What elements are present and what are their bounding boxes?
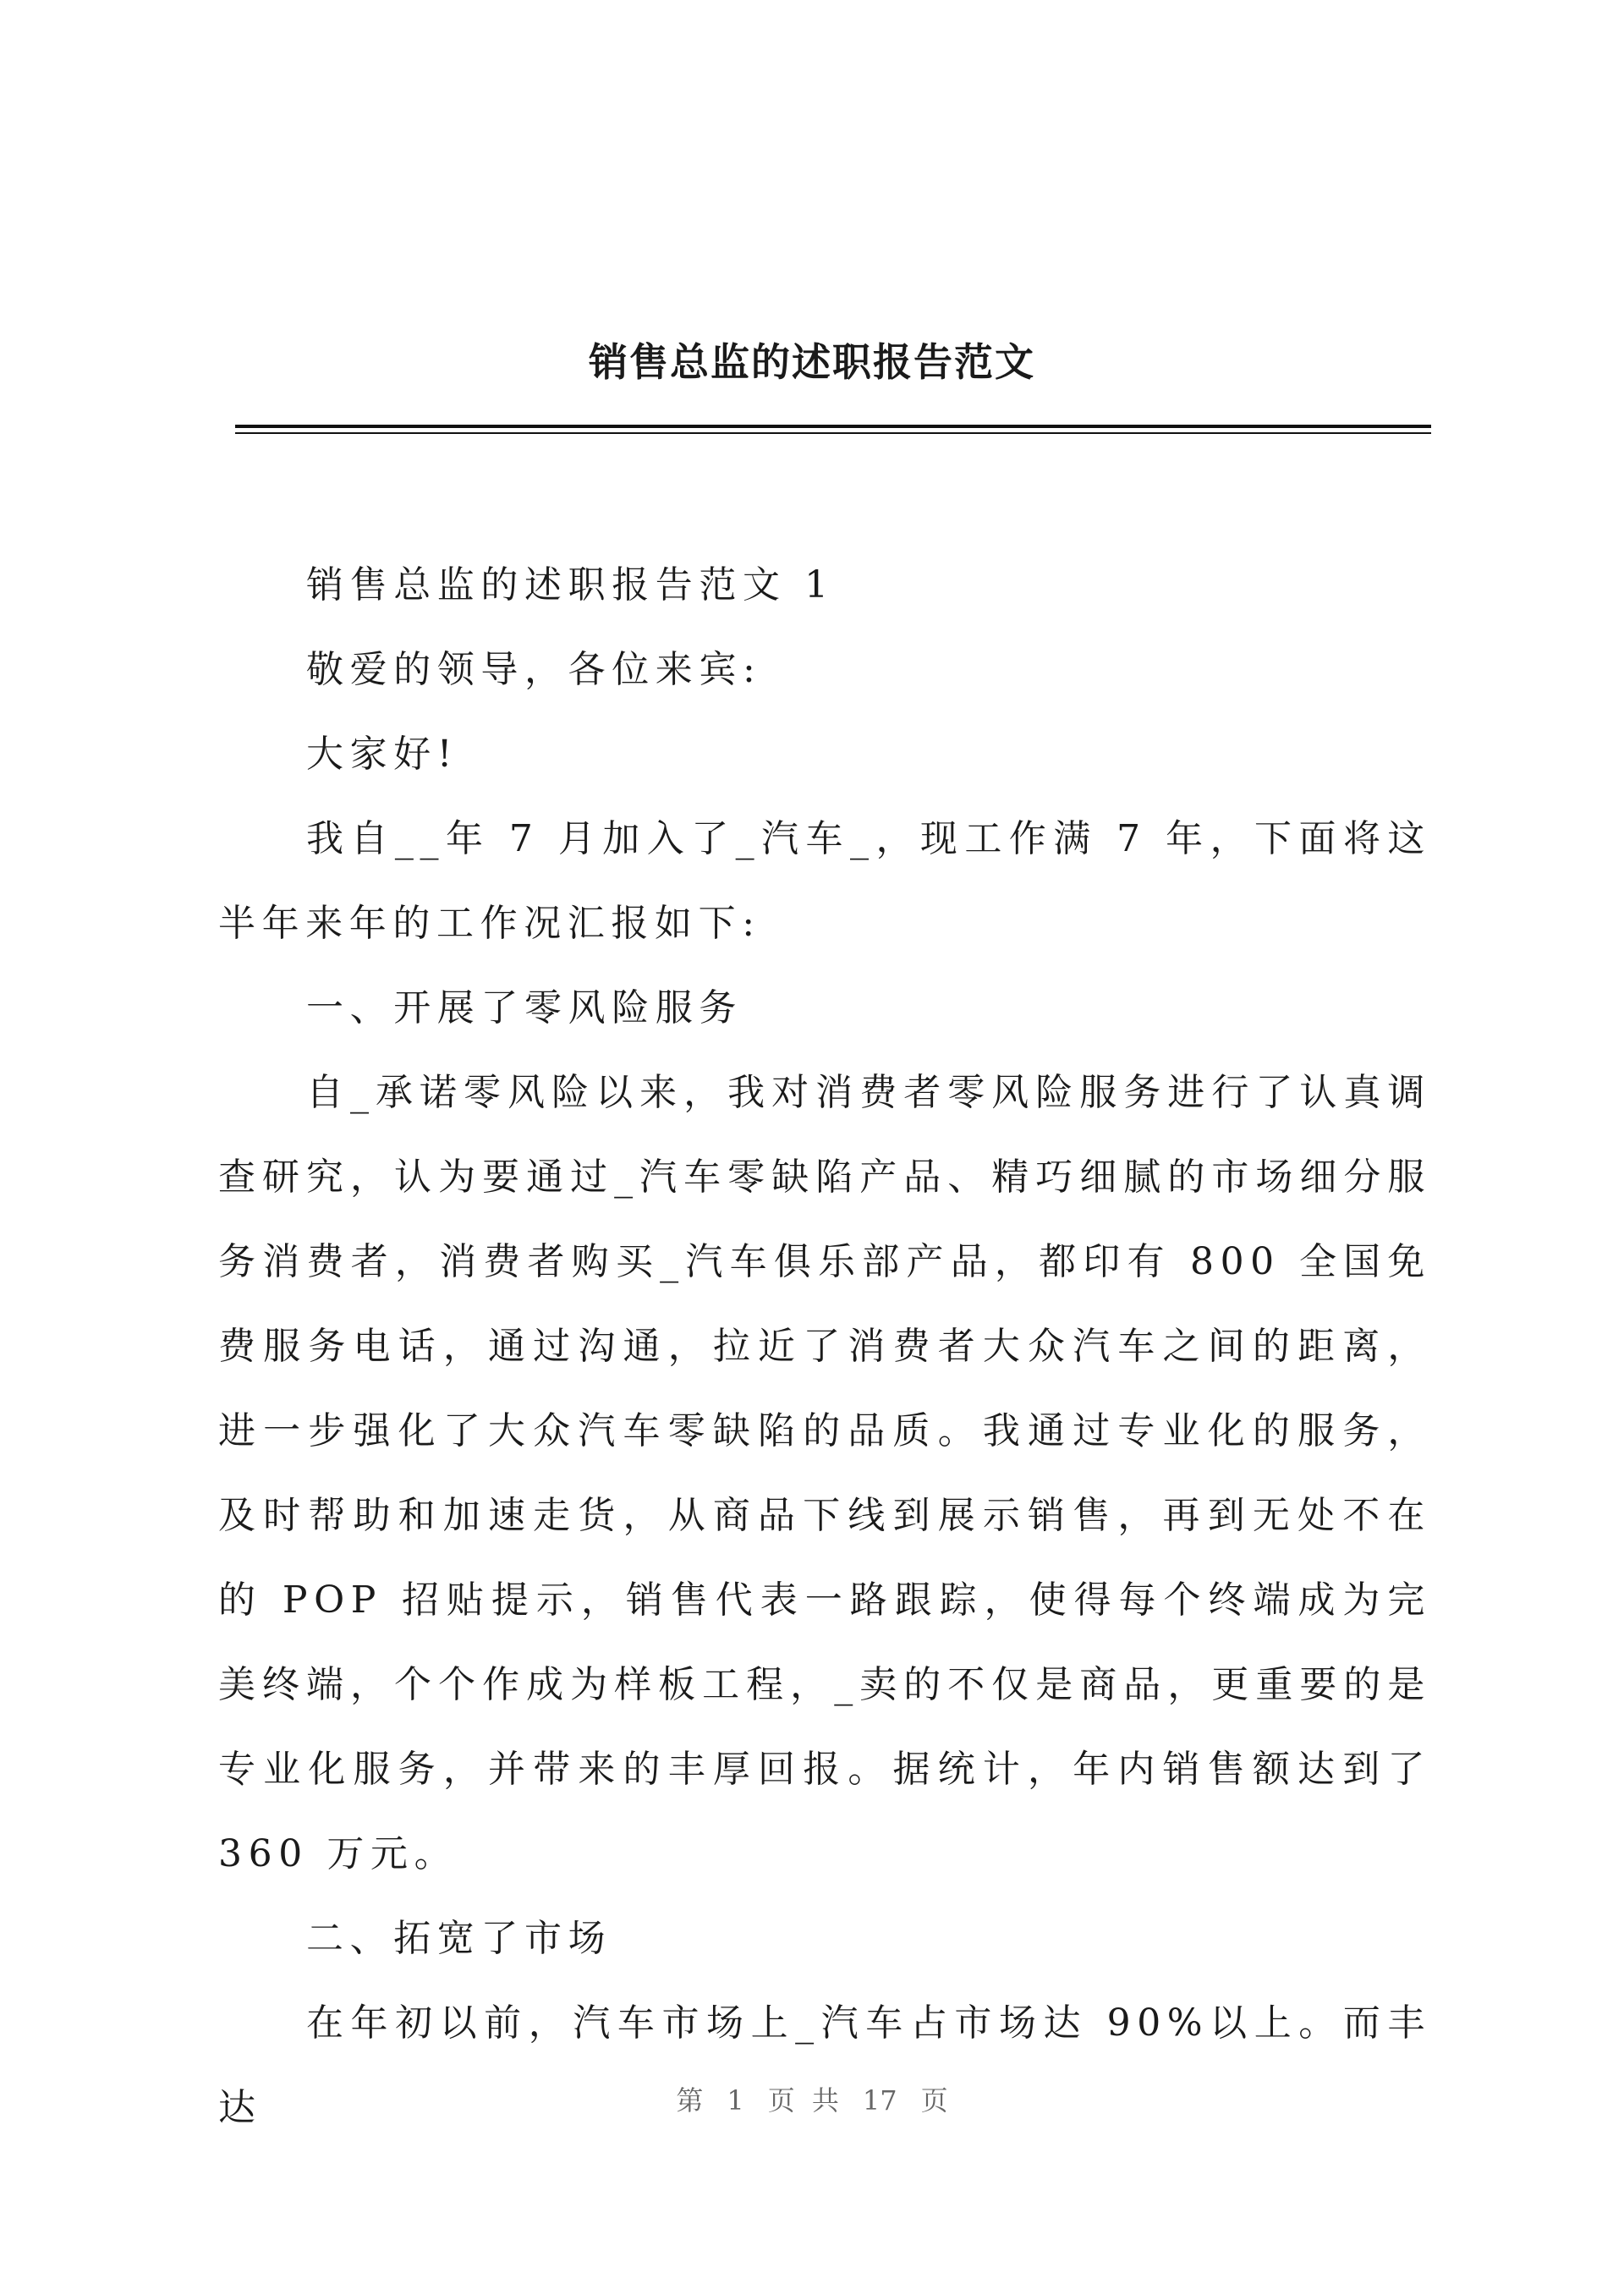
document-title: 销售总监的述职报告范文 [589, 339, 1035, 385]
paragraph-heading: 销售总监的述职报告范文 1 [306, 563, 835, 607]
paragraph-intro: 我自__年 7 月加入了_汽车_，现工作满 7 年，下面将这半年来年的工作况汇报如下: [218, 817, 1431, 945]
footer-suffix: 页 [920, 2084, 948, 2117]
title-divider-thick [235, 425, 1431, 428]
footer-prefix: 第 [676, 2084, 704, 2117]
footer-page-number: 1 [727, 2084, 744, 2117]
footer-total-pages: 17 [862, 2084, 897, 2117]
paragraph-section-1: 自_承诺零风险以来，我对消费者零风险服务进行了认真调查研究，认为要通过_汽车零缺陷产品、精巧细腻的市场细分服务消费者，消费者购买_汽车俱乐部产品，都印有 800 全国免费服务电话，通过沟通，拉近了消费者大众汽车之间的距离，进一步强化了大众汽车零缺陷的品质。我通过专业化的服务，及时帮助和加速走货，从商品下线到展示销售，再到无处不在的 POP 招贴提示，销售代表一路跟踪，使得每个终端成为完美终端，个个作成为样板工程，_卖的不仅是商品，更重要的是专业化服务，并带来的丰厚回报。据统计，年内销售额达到了 360 万元。 [218, 1071, 1431, 1875]
section-heading-1: 一、开展了零风险服务 [306, 986, 743, 1029]
section-heading-2: 二、拓宽了市场 [306, 1917, 612, 1960]
paragraph-section-2: 在年初以前，汽车市场上_汽车占市场达 90%以上。而丰达 [218, 2001, 1431, 2129]
document-body [218, 543, 1431, 2150]
paragraph-salutation: 敬爱的领导，各位来宾: [306, 648, 762, 691]
page-footer [0, 2079, 1624, 2118]
footer-middle: 页 共 [767, 2084, 839, 2117]
paragraph-greeting: 大家好! [306, 733, 459, 776]
title-divider-thin [235, 432, 1431, 434]
